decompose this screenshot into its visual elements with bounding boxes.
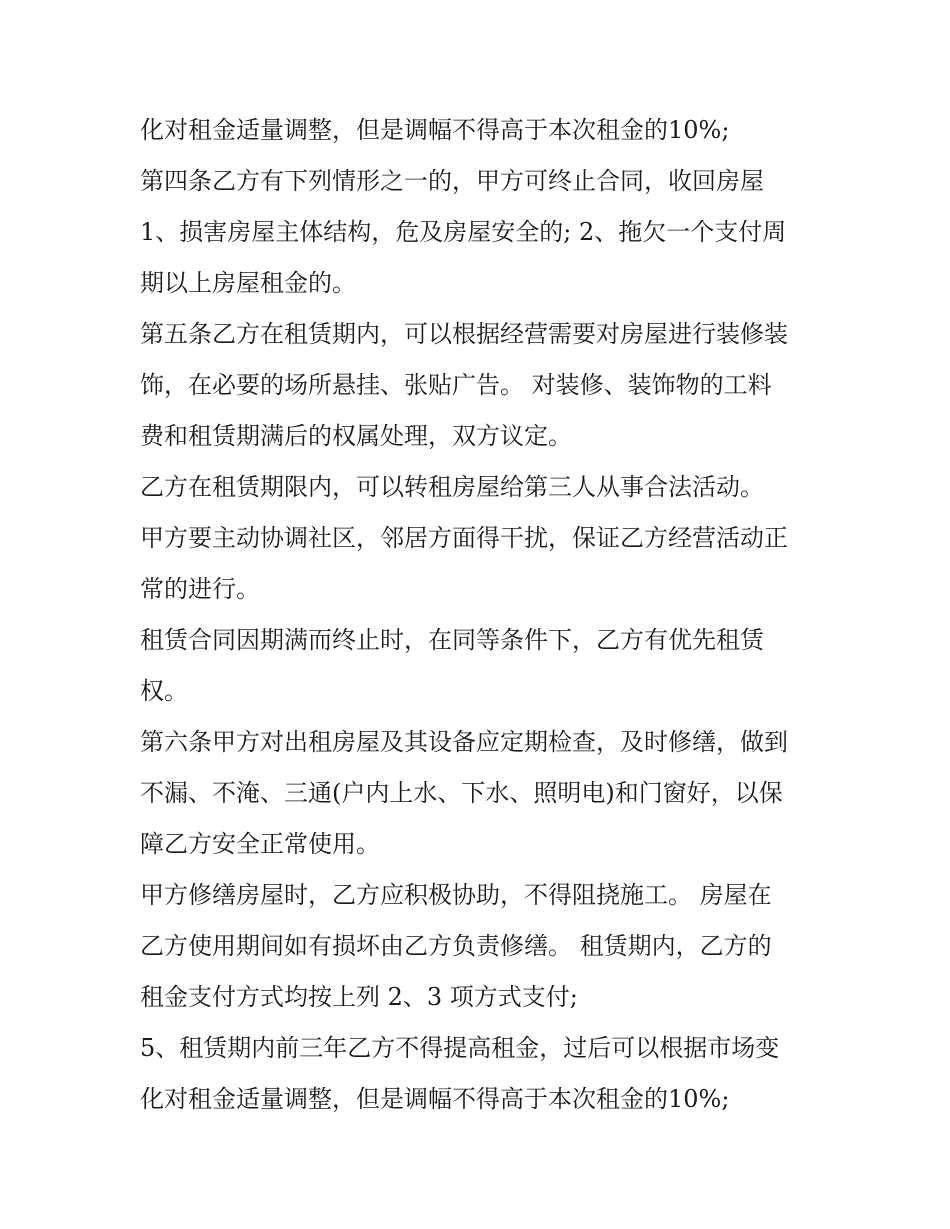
text-line: 第五条乙方在租赁期内，可以根据经营需要对房屋进行装修装 [140, 320, 788, 348]
text-line: 费和租赁期满后的权属处理，双方议定。 [140, 422, 572, 450]
text-line: 不漏、不淹、三通(户内上水、下水、照明电)和门窗好，以保 [140, 779, 783, 807]
text-line: 甲方要主动协调社区，邻居方面得干扰，保证乙方经营活动正 [140, 524, 788, 552]
text-line: 化对租金适量调整，但是调幅不得高于本次租金的10%; [140, 1085, 730, 1113]
text-line: 乙方使用期间如有损坏由乙方负责修缮。 租赁期内，乙方的 [140, 932, 772, 960]
text-line: 饰，在必要的场所悬挂、张贴广告。 对装修、装饰物的工料 [140, 371, 772, 399]
text-line: 权。 [140, 677, 188, 705]
text-line: 第四条乙方有下列情形之一的，甲方可终止合同，收回房屋 [140, 167, 764, 195]
text-line: 乙方在租赁期限内，可以转租房屋给第三人从事合法活动。 [140, 473, 764, 501]
text-line: 常的进行。 [140, 575, 260, 603]
text-line: 甲方修缮房屋时，乙方应积极协助，不得阻挠施工。 房屋在 [140, 881, 772, 909]
text-line: 障乙方安全正常使用。 [140, 830, 380, 858]
text-line: 租赁合同因期满而终止时，在同等条件下，乙方有优先租赁 [140, 626, 764, 654]
document-body [140, 108, 820, 1128]
text-line: 第六条甲方对出租房屋及其设备应定期检查，及时修缮，做到 [140, 728, 788, 756]
text-line: 5、租赁期内前三年乙方不得提高租金，过后可以根据市场变 [140, 1034, 780, 1062]
text-line: 化对租金适量调整，但是调幅不得高于本次租金的10%; [140, 116, 730, 144]
text-line: 1、损害房屋主体结构，危及房屋安全的; 2、拖欠一个支付周 [140, 218, 787, 246]
text-line: 租金支付方式均按上列 2、3 项方式支付; [140, 983, 578, 1011]
text-line: 期以上房屋租金的。 [140, 269, 356, 297]
